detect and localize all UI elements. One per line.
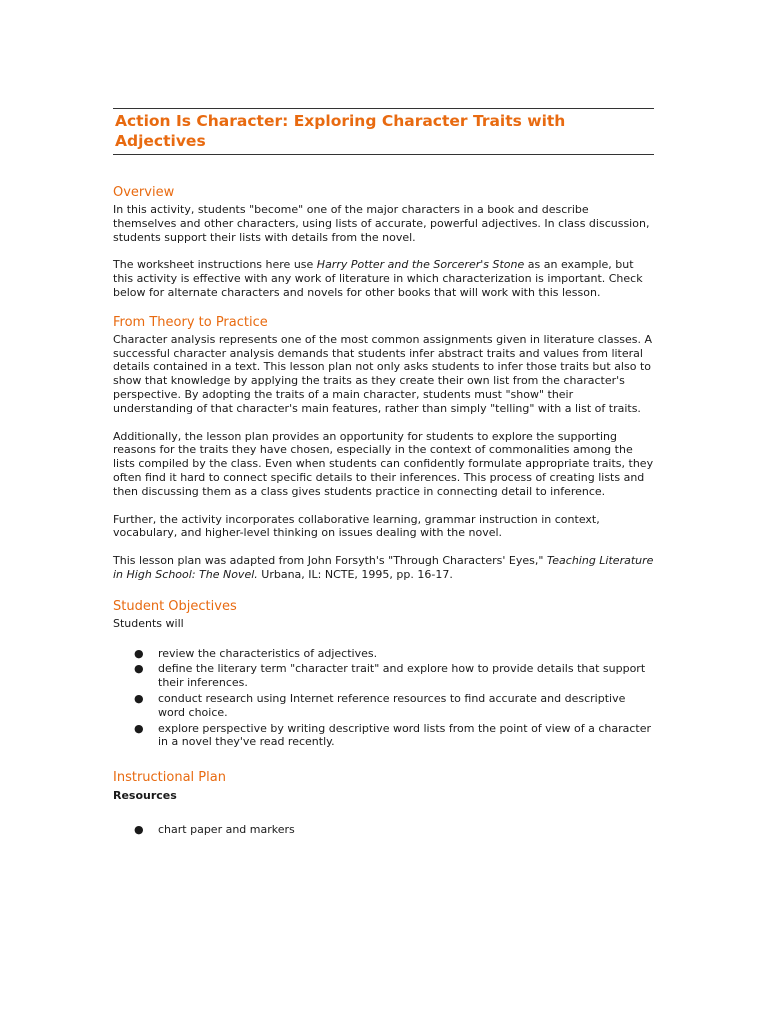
overview-paragraph-1: In this activity, students "become" one of the major characters in a book and describe themselves and other characters, using lists of accurate, powerful adjectives. In class discussion, students support their lists with details from the novel.	[113, 203, 650, 244]
bullet-icon: ●	[134, 646, 144, 660]
overview-paragraph-2	[113, 258, 654, 299]
objectives-heading: Student Objectives	[113, 598, 237, 614]
list-item-text: conduct research using Internet reference resources to find accurate and descriptive word choice.	[158, 691, 626, 719]
bullet-icon: ●	[134, 721, 144, 735]
list-item-text: define the literary term "character trait" and explore how to provide details that support their inferences.	[158, 662, 646, 690]
list-item	[113, 823, 654, 837]
theory-paragraph-4	[113, 554, 654, 582]
instructional-plan-heading: Instructional Plan	[113, 770, 226, 786]
theory-p4-text-1: This lesson plan was adapted from John Forsyth's "Through Characters' Eyes,"	[113, 554, 547, 568]
document-page	[113, 108, 654, 839]
instructional-plan-section	[113, 769, 654, 837]
resources-subheading: Resources	[113, 789, 177, 803]
page-title: Action Is Character: Exploring Character Traits with Adjectives	[115, 112, 566, 150]
list-item-text: chart paper and markers	[158, 823, 295, 837]
theory-p4-text-2: Urbana, IL: NCTE, 1995, pp. 16-17.	[257, 567, 453, 581]
overview-p2-text-1: The worksheet instructions here use	[113, 258, 317, 272]
theory-section	[113, 314, 654, 582]
overview-section	[113, 184, 654, 300]
list-item-text: explore perspective by writing descriptive word lists from the point of view of a character in a novel they've read recently.	[158, 721, 652, 749]
objectives-list	[113, 647, 654, 750]
list-item	[113, 647, 654, 661]
bullet-icon: ●	[134, 691, 144, 705]
objectives-section	[113, 598, 654, 749]
theory-paragraph-1: Character analysis represents one of the most common assignments given in literature classes. A successful character analysis demands that students infer abstract traits and values from literal details contained in a text. This lesson plan not only asks students to infer those traits but also to show that knowledge by applying the traits as they create their own list from the character's perspective. By adopting the traits of a main character, students must "show" their understanding of that character's main features, rather than simply "telling" with a list of traits.	[113, 332, 653, 415]
theory-paragraph-3: Further, the activity incorporates collaborative learning, grammar instruction in context, vocabulary, and higher-level thinking on issues dealing with the novel.	[113, 512, 600, 540]
overview-p2-book-title: Harry Potter and the Sorcerer's Stone	[316, 258, 525, 272]
overview-p2-text-2: as an example, but this activity is effective with any work of literature in which characterization is important. Check below for alternate characters and novels for other books that will work with this lesson.	[113, 258, 643, 299]
objectives-intro: Students will	[113, 616, 184, 630]
theory-p4-book-title: Teaching Literature in High School: The Novel.	[113, 554, 654, 581]
title-block	[113, 108, 654, 155]
list-item-text: review the characteristics of adjectives.	[158, 646, 378, 660]
bullet-icon: ●	[134, 823, 144, 837]
overview-heading: Overview	[113, 185, 175, 200]
theory-heading: From Theory to Practice	[113, 314, 268, 330]
bullet-icon: ●	[134, 662, 144, 676]
list-item	[113, 662, 654, 690]
resources-list	[113, 823, 654, 837]
list-item	[113, 692, 654, 720]
list-item	[113, 722, 654, 750]
theory-paragraph-2: Additionally, the lesson plan provides an opportunity for students to explore the supporting reasons for the traits they have chosen, especially in the context of commonalities among the lists compiled by the class. Even when students can confidently formulate appropriate traits, they often find it hard to connect specific details to their inferences. This process of creating lists and then discussing them as a class gives students practice in connecting detail to inference.	[113, 429, 654, 498]
